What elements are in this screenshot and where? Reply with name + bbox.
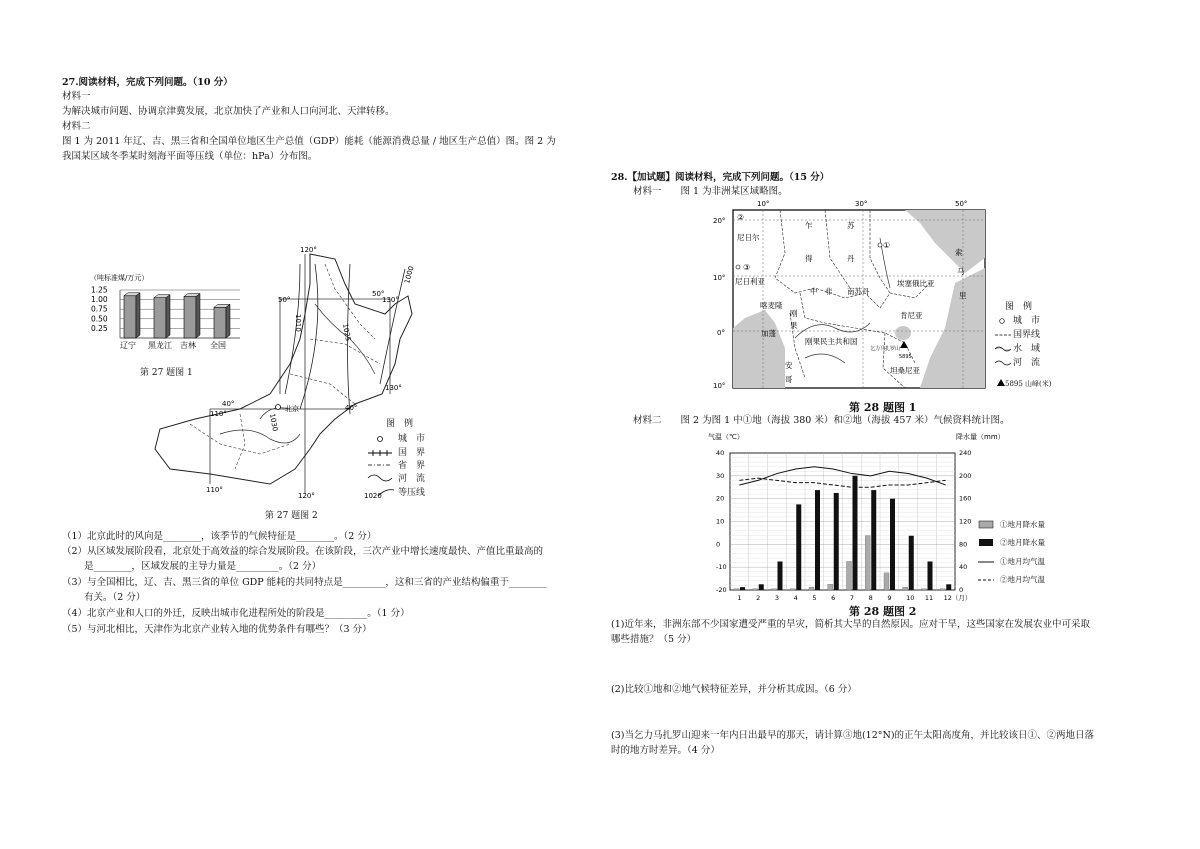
country-label: 加蓬: [761, 329, 776, 338]
q27-fig2-caption: 第 27 题图 2: [265, 511, 318, 521]
legend-river-symbol: [368, 475, 392, 481]
country-label: 坦桑尼亚: [890, 366, 920, 375]
lat-label: 0°: [717, 329, 725, 337]
q27-fig2-legend-item: 省 界: [398, 461, 426, 471]
category-label: 全国: [210, 341, 226, 350]
coord-label: 40°: [222, 400, 235, 408]
y-tick: 0.25: [91, 323, 108, 333]
coord-label: 120°: [300, 246, 317, 254]
q27-question: （4）北京产业和人口的外迁，反映出城市化进程所处的阶段是_________。（1 分）: [62, 608, 410, 619]
bar-site1: [734, 589, 739, 590]
y-tick: 0.50: [91, 314, 108, 324]
bar-site1: [828, 584, 833, 590]
lon-label: 30°: [855, 200, 868, 208]
bar-side: [136, 293, 140, 338]
q27-fig2-legend-item: 等压线: [398, 488, 426, 498]
y-right-tick: 40: [959, 563, 968, 572]
q27-question: （3）与全国相比，辽、吉、黑三省的单位 GDP 能耗的共同特点是_________，这和三省的产业结构偏重于________: [62, 577, 547, 588]
isobar-label: 1025: [341, 322, 353, 342]
bar-site1: [790, 589, 795, 590]
legend-water-symbol: [995, 347, 1011, 351]
q28-title: 28.【加试题】阅读材料，完成下列问题。（15 分）: [611, 172, 830, 183]
lat-label: 20°: [713, 217, 726, 225]
x-tick: 4: [793, 594, 798, 602]
coord-label: 40°: [345, 404, 358, 412]
coord-label: 110°: [210, 410, 227, 418]
legend-peak-symbol: [997, 379, 1005, 386]
y-right-tick: 120: [959, 517, 972, 526]
bar-site2: [778, 561, 783, 590]
country-label: 中 非: [810, 287, 833, 296]
q27-fig2-legend-item: 城 市: [398, 434, 426, 444]
city-label: 北京: [285, 405, 299, 413]
q27-fig2-legend-title: 图 例: [386, 419, 414, 429]
bar: [124, 296, 136, 338]
x-tick: 12（月）: [943, 594, 972, 602]
lat-label: 10°: [713, 382, 726, 390]
yleft-label: 气温（℃）: [708, 433, 744, 441]
bar-site2: [946, 584, 951, 590]
y-tick: 1.00: [91, 295, 108, 305]
isobar-label: 1000: [403, 265, 416, 285]
y-right-tick: 160: [959, 494, 972, 503]
bar-site1: [940, 589, 945, 590]
x-tick: 3: [774, 594, 780, 602]
country-label: 埃塞俄比亚: [897, 279, 935, 288]
x-tick: 5: [812, 594, 817, 602]
q28-fig1-legend-item: 河 流: [1013, 358, 1041, 368]
bar-site2: [815, 490, 820, 590]
y-right-tick: 0: [959, 586, 964, 594]
q28-fig1-map: [705, 198, 995, 398]
lon-label: 50°: [955, 200, 968, 208]
country-label: 南苏丹: [847, 287, 870, 296]
q27-question: （5）与河北相比，天津作为北京产业转入地的优势条件有哪些？（3 分）: [62, 624, 372, 635]
q27-material2-label: 材料二: [62, 121, 91, 132]
x-tick: 6: [831, 594, 836, 602]
q27-material1-label: 材料一: [62, 91, 91, 102]
coord-label: 130°: [382, 296, 399, 304]
lon-label: 10°: [757, 200, 770, 208]
site-1-marker: ①: [883, 241, 891, 250]
yright-label: 降水量（mm）: [956, 433, 1005, 441]
x-tick: 1: [737, 594, 742, 602]
country-label: 肯尼亚: [900, 311, 923, 320]
q28-question: 时的地方时差异。（4 分）: [611, 745, 720, 756]
q28-fig1-legend-item: 水 域: [1013, 344, 1041, 354]
country-label: 里: [959, 291, 967, 300]
country-label: 丹: [847, 254, 855, 263]
q27-fig2-legend-item: 国 界: [398, 448, 426, 458]
country-label: 苏: [847, 221, 855, 230]
bar-site2: [909, 536, 914, 590]
country-label: 喀麦隆: [760, 301, 783, 310]
bar-site1: [753, 589, 758, 590]
isobar-label: 1010: [294, 314, 302, 332]
country-label: 尼日利亚: [735, 277, 765, 286]
q28-fig2-legend-item: ①地月降水量: [1000, 520, 1045, 529]
bar-site2: [796, 504, 801, 590]
site-2-marker: ②: [737, 213, 745, 222]
legend-city-symbol: [1000, 319, 1005, 324]
y-left-tick: 10: [716, 517, 725, 526]
q28-fig2-caption: 第 28 题图 2: [849, 605, 917, 618]
legend-border-symbol: [368, 450, 392, 456]
y-left-tick: 20: [716, 494, 725, 503]
y-right-tick: 200: [959, 471, 972, 480]
bar-site2: [890, 499, 895, 590]
q28-fig2-legend-item: ①地月均气温: [1000, 557, 1045, 566]
q28-fig1-legend-peak: 5895 山峰(米): [1005, 380, 1052, 388]
lat-label: 10°: [713, 274, 726, 282]
bar-site1: [865, 536, 870, 590]
q28-question: (2)比较①地和②地气候特征差异，并分析其成因。（6 分）: [611, 684, 857, 695]
q28-question: (1)近年来，非洲东部不少国家遭受严重的旱灾，简析其大旱的自然原因。应对干旱，这些国家在发展农业中可采取: [611, 619, 1090, 630]
category-label: 黑龙江: [148, 341, 172, 350]
coord-label: 120°: [298, 492, 315, 500]
peak-height: 5895: [899, 354, 912, 360]
q28-fig1-caption: 第 28 题图 1: [849, 401, 917, 414]
x-tick: 9: [887, 594, 892, 602]
legend-swatch: [979, 539, 993, 546]
coord-label: 50°: [372, 290, 385, 298]
q28-fig1-legend-item: 国界线: [1013, 330, 1041, 340]
y-tick: 0.75: [91, 304, 108, 314]
bar-site1: [922, 589, 927, 590]
y-left-tick: 40: [716, 449, 725, 457]
country-label: 尼日尔: [737, 233, 760, 242]
q28-material2: 材料二 图 2 为图 1 中①地（海拔 380 米）和②地（海拔 457 米）气候资料统计图。: [633, 415, 1010, 426]
bar-site1: [772, 589, 777, 590]
bar-site1: [809, 587, 814, 590]
country-label: 刚果民主共和国: [805, 337, 858, 346]
q27-question: （2）从区域发展阶段看，北京处于高效益的综合发展阶段。在该阶段，三次产业中增长速度最快、产值比重最高的: [62, 546, 544, 557]
peak-name: 乞力马扎罗山: [870, 346, 901, 352]
bar-site2: [759, 584, 764, 590]
country-label: 安: [785, 361, 793, 370]
country-label: 刚: [790, 309, 798, 318]
q27-material2-text-1: 图 1 为 2011 年辽、吉、黑三省和全国单位地区生产总值（GDP）能耗（能源消费总量 / 地区生产总值）图。图 2 为: [62, 136, 556, 147]
isobar-label: 1030: [268, 412, 280, 432]
country-label: 果: [790, 321, 798, 330]
q27-material1-text: 为解决城市问题、协调京津冀发展，北京加快了产业和人口向河北、天津转移。: [62, 106, 395, 117]
coord-label: 130°: [385, 384, 402, 392]
country-label: 马: [957, 267, 965, 276]
legend-river-symbol: [995, 361, 1011, 365]
y-left-tick: -10: [716, 563, 727, 572]
q28-question: 哪些措施？（5 分）: [611, 634, 697, 645]
y-left-tick: 0: [716, 540, 721, 549]
category-label: 辽宁: [120, 341, 136, 350]
coord-label: 110°: [206, 486, 223, 494]
coord-label: 50°: [278, 296, 291, 304]
legend-isobar-value: 1020: [364, 492, 382, 500]
bar-site1: [847, 561, 852, 590]
legend-swatch: [979, 521, 993, 528]
q27-material2-text-2: 我国某区域冬季某时刻海平面等压线（单位：hPa）分布图。: [62, 151, 318, 162]
q28-fig2-legend-item: ②地月均气温: [1000, 575, 1045, 584]
y-right-tick: 240: [959, 449, 972, 457]
country-label: 乍: [805, 221, 813, 230]
x-tick: 11: [924, 594, 934, 602]
y-left-tick: 30: [716, 471, 725, 480]
q28-fig2-legend-symbols: [976, 518, 998, 586]
site-3-marker: ③: [743, 263, 751, 272]
q28-fig2-legend-item: ②地月降水量: [1000, 538, 1045, 547]
x-tick: 8: [868, 594, 873, 602]
country-label: 哥: [785, 375, 793, 384]
q27-fig2-legend-symbols: [364, 434, 396, 502]
q27-fig2-legend-item: 河 流: [398, 474, 426, 484]
bar-site2: [834, 493, 839, 590]
q28-fig1-legend-title: 图 例: [1005, 302, 1033, 312]
x-tick: 2: [756, 594, 761, 602]
bar-site1: [903, 587, 908, 590]
q27-question: 是________，区域发展的主导力量是_________。（2 分）: [84, 561, 322, 572]
q27-title: 27.阅读材料，完成下列问题。（10 分）: [62, 77, 233, 88]
y-tick: 1.25: [91, 285, 108, 295]
bar-site2: [871, 490, 876, 590]
x-tick: 10: [906, 594, 915, 602]
city-marker: [276, 405, 281, 410]
legend-city-symbol: [378, 437, 383, 442]
q28-question: (3)当乞力马扎罗山迎来一年内日出最早的那天，请计算③地(12°N)的正午太阳高度角，并比较该日①、②两地日落: [611, 730, 1095, 741]
q28-material1: 材料一 图 1 为非洲某区域略图。: [633, 186, 788, 197]
category-label: 吉林: [180, 341, 196, 350]
fig1-unit: （吨标准煤/万元）: [90, 274, 149, 282]
y-right-tick: 80: [959, 540, 968, 549]
bar-site1: [884, 573, 889, 590]
bar-site2: [740, 587, 745, 590]
q27-fig1-caption: 第 27 题图 1: [140, 368, 193, 378]
q28-fig1-legend-item: 城 市: [1013, 316, 1041, 326]
x-tick: 7: [849, 594, 855, 602]
country-label: 索: [955, 248, 963, 257]
q27-question: （1）北京此时的风向是________，该季节的气候特征是________。（2 分）: [62, 531, 377, 542]
bar-site2: [928, 561, 933, 590]
y-left-tick: -20: [716, 586, 727, 594]
country-label: 得: [805, 254, 813, 263]
q27-question: 有关。（2 分）: [84, 592, 146, 603]
bar-site2: [853, 476, 858, 590]
